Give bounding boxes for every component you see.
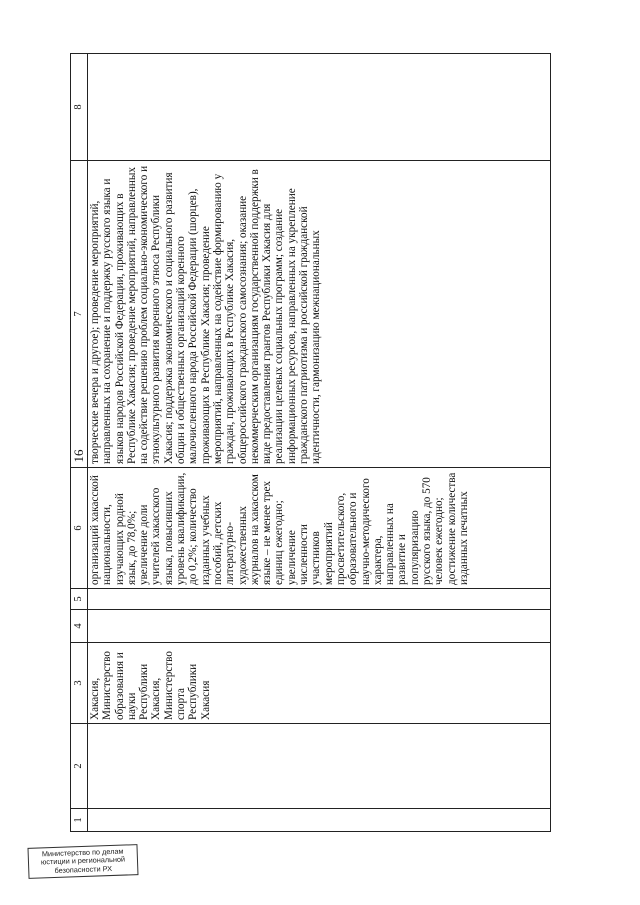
ministry-stamp (27, 844, 138, 879)
cell-col4 (88, 610, 551, 643)
page-number: 16 (71, 449, 86, 463)
table-rotated-wrapper (70, 80, 550, 832)
column-header-2: 2 (71, 724, 88, 809)
stamp-line-3: безопасности РХ (54, 863, 113, 875)
cell-col1 (88, 809, 551, 832)
column-header-4: 4 (71, 610, 88, 643)
stamp-line-1: Министерство по делам (41, 846, 124, 859)
cell-col2 (88, 724, 551, 809)
table-header-row (71, 54, 88, 832)
column-header-1: 1 (71, 809, 88, 832)
cell-col8 (88, 54, 551, 161)
table-row (88, 54, 551, 832)
program-table (70, 53, 551, 832)
cell-responsible-executors: Хакасия, Министерство образования и науки Республики Хакасия, Министерство спорта Республики Хакасия (88, 643, 551, 724)
column-header-7: 7 (71, 161, 88, 468)
column-header-8: 8 (71, 54, 88, 161)
cell-target-indicators: организаций хакасской национальности, изучающих родной язык, до 78,0%; увеличение доли учителей хакасского языка, повысивших уровень квалификации, до 0,2%; количество изданных учебных пособий, детских литературно-художественных журналов на хакасском языке – не менее трех единиц ежегодно; увеличение численности участников мероприятий просветительского, образовательного и научно-методического характера, направленных на развитие и популяризацию русского языка, до 570 человек ежегодно; достижение количества изданных печатных (88, 468, 551, 589)
cell-col5 (88, 589, 551, 610)
stamp-line-2: юстиции и региональной (40, 854, 126, 867)
column-header-6: 6 (71, 468, 88, 589)
cell-activities: творческие вечера и другое); проведение мероприятий, направленных на сохранение и поддержку русского языка и языков народов Российской Федерации, проживающих в Республике Хакасия; проведение мероприятий, направленных на содействие решению проблем социально-экономического и этнокультурного развития коренного этноса Республики Хакасия; поддержка экономического и социального развития общин и общественных организаций коренного малочисленного народа Российской Федерации (шорцев), проживающих в Республике Хакасия; проведение мероприятий, направленных на содействие формированию у граждан, проживающих в Республике Хакасия, общероссийского гражданского самосознания; оказание некоммерческим организациям государственной поддержки в виде предоставления грантов Республики Хакасия для реализации целевых социальных программ; создание информационных ресурсов, направленных на укрепление гражданского патриотизма и российской гражданской идентичности, гармонизацию межнациональных (88, 161, 551, 468)
column-header-3: 3 (71, 643, 88, 724)
column-header-5: 5 (71, 589, 88, 610)
